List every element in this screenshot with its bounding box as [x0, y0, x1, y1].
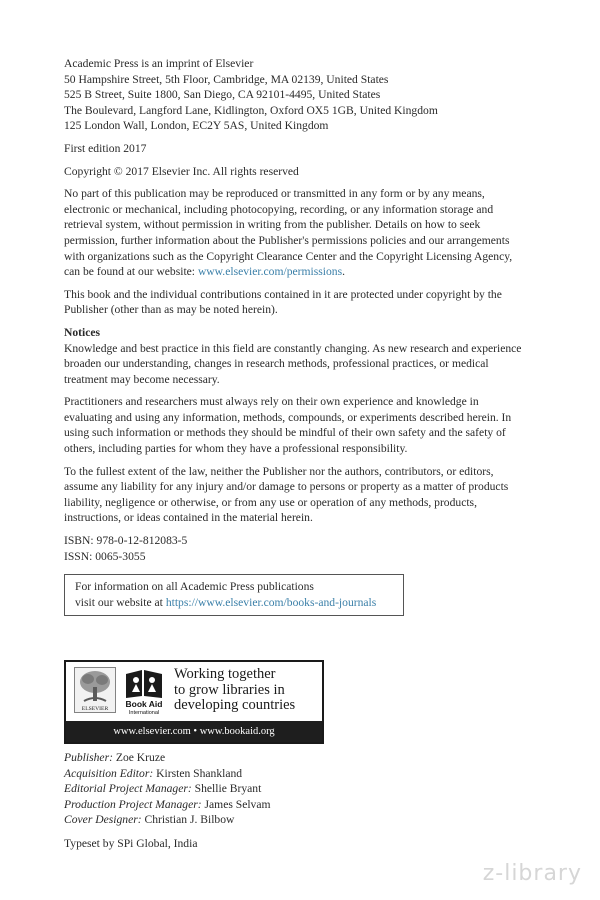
- typeset-line: Typeset by SPi Global, India: [64, 837, 198, 850]
- notices-paragraph-2: Practitioners and researchers must always rely on their own experience and knowledge in evaluating and using any information, methods, compounds, or experiments described herein. In using such information or methods they should be mindful of their own safety and the safety of others, including parties for whom they have a professional responsibility.: [64, 395, 512, 456]
- elsevier-label: ELSEVIER: [81, 706, 109, 712]
- tagline-line: developing countries: [174, 697, 296, 713]
- notices-paragraph-3: To the fullest extent of the law, neither the Publisher nor the authors, contributors, or editors, assume any liability for any injury and/or damage to persons or property as a matter of products liability, negligence or otherwise, or from any use or operation of any methods, products, instructions, or ideas contained in the material herein.: [64, 464, 509, 525]
- copyright-protection-paragraph: This book and the individual contributions contained in it are protected under copyright by the Publisher (other than as may be noted herein).: [64, 287, 502, 317]
- books-journals-link[interactable]: https://www.elsevier.com/books-and-journals: [165, 595, 377, 609]
- credit-line: Production Project Manager: James Selvam: [64, 797, 271, 811]
- permissions-link[interactable]: www.elsevier.com/permissions: [197, 265, 343, 279]
- address-line: 50 Hampshire Street, 5th Floor, Cambridge, MA 02139, United States: [64, 72, 389, 86]
- bookaid-sub: International: [128, 710, 160, 716]
- permissions-text: No part of this publication may be reproduced or transmitted in any form or by any means, electronic or mechanical, including photocopying, recording, or any information storage and retrieval system, without permission in writing from the publisher. Details on how to seek permission, further information about the Publisher's permissions policies and our arrangements with organizations such as the Copyright Clearance Center and the Copyright Licensing Agency, can be found at our website:: [64, 187, 513, 279]
- credit-line: Editorial Project Manager: Shellie Bryant: [64, 782, 262, 796]
- edition-line: First edition 2017: [64, 141, 147, 155]
- credit-role: Publisher: [64, 751, 110, 764]
- credit-line: Acquisition Editor: Kirsten Shankland: [64, 766, 243, 780]
- address-line: Academic Press is an imprint of Elsevier: [64, 57, 254, 70]
- credit-role: Cover Designer: [64, 813, 138, 827]
- credits-list: [64, 750, 524, 828]
- watermark: z-library: [482, 861, 582, 887]
- bookaid-label: Book Aid: [125, 699, 163, 709]
- credit-line: Publisher: Zoe Kruze: [64, 751, 166, 764]
- credit-role: Editorial Project Manager: [64, 782, 188, 796]
- info-box: [64, 574, 404, 616]
- info-box-line2: [75, 595, 393, 611]
- credit-role: Acquisition Editor: [64, 766, 150, 780]
- banner-tagline: [174, 667, 320, 714]
- permissions-paragraph: [64, 186, 524, 280]
- copyright-line: Copyright © 2017 Elsevier Inc. All rights reserved: [64, 164, 299, 178]
- tagline-line: Working together: [174, 666, 276, 682]
- copyright-page: [64, 56, 524, 616]
- elsevier-tree-icon: [74, 667, 116, 713]
- identifiers: [64, 533, 524, 564]
- notices-section: [64, 325, 524, 526]
- credit-line: Cover Designer: Christian J. Bilbow: [64, 813, 235, 827]
- address-line: 525 B Street, Suite 1800, San Diego, CA 92101-4495, United States: [64, 88, 381, 102]
- info-box-prefix: visit our website at: [75, 595, 166, 609]
- issn: ISSN: 0065-3055: [64, 549, 146, 563]
- info-box-line1: For information on all Academic Press publications: [75, 580, 314, 594]
- permissions-end: .: [342, 265, 345, 279]
- isbn: ISBN: 978-0-12-812083-5: [64, 534, 188, 548]
- credit-name: Shellie Bryant: [194, 782, 262, 796]
- tagline-line: to grow libraries in: [174, 681, 285, 698]
- publisher-addresses: [64, 56, 524, 134]
- credit-role: Production Project Manager: [64, 797, 198, 811]
- address-line: 125 London Wall, London, EC2Y 5AS, United Kingdom: [64, 119, 329, 133]
- credit-name: James Selvam: [204, 797, 271, 811]
- book-aid-icon: [122, 668, 166, 716]
- credit-name: Zoe Kruze: [115, 751, 166, 764]
- notices-paragraph-1: Knowledge and best practice in this field are constantly changing. As new research and experience broaden our understanding, changes in research methods, professional practices, or medical treatment may become necessary.: [64, 341, 522, 386]
- address-line: The Boulevard, Langford Lane, Kidlington, Oxford OX5 1GB, United Kingdom: [64, 103, 438, 117]
- credit-name: Christian J. Bilbow: [144, 813, 235, 827]
- book-aid-banner: [64, 660, 324, 744]
- notices-heading: Notices: [64, 325, 101, 339]
- credit-name: Kirsten Shankland: [156, 766, 243, 780]
- banner-footer: www.elsevier.com • www.bookaid.org: [66, 721, 322, 742]
